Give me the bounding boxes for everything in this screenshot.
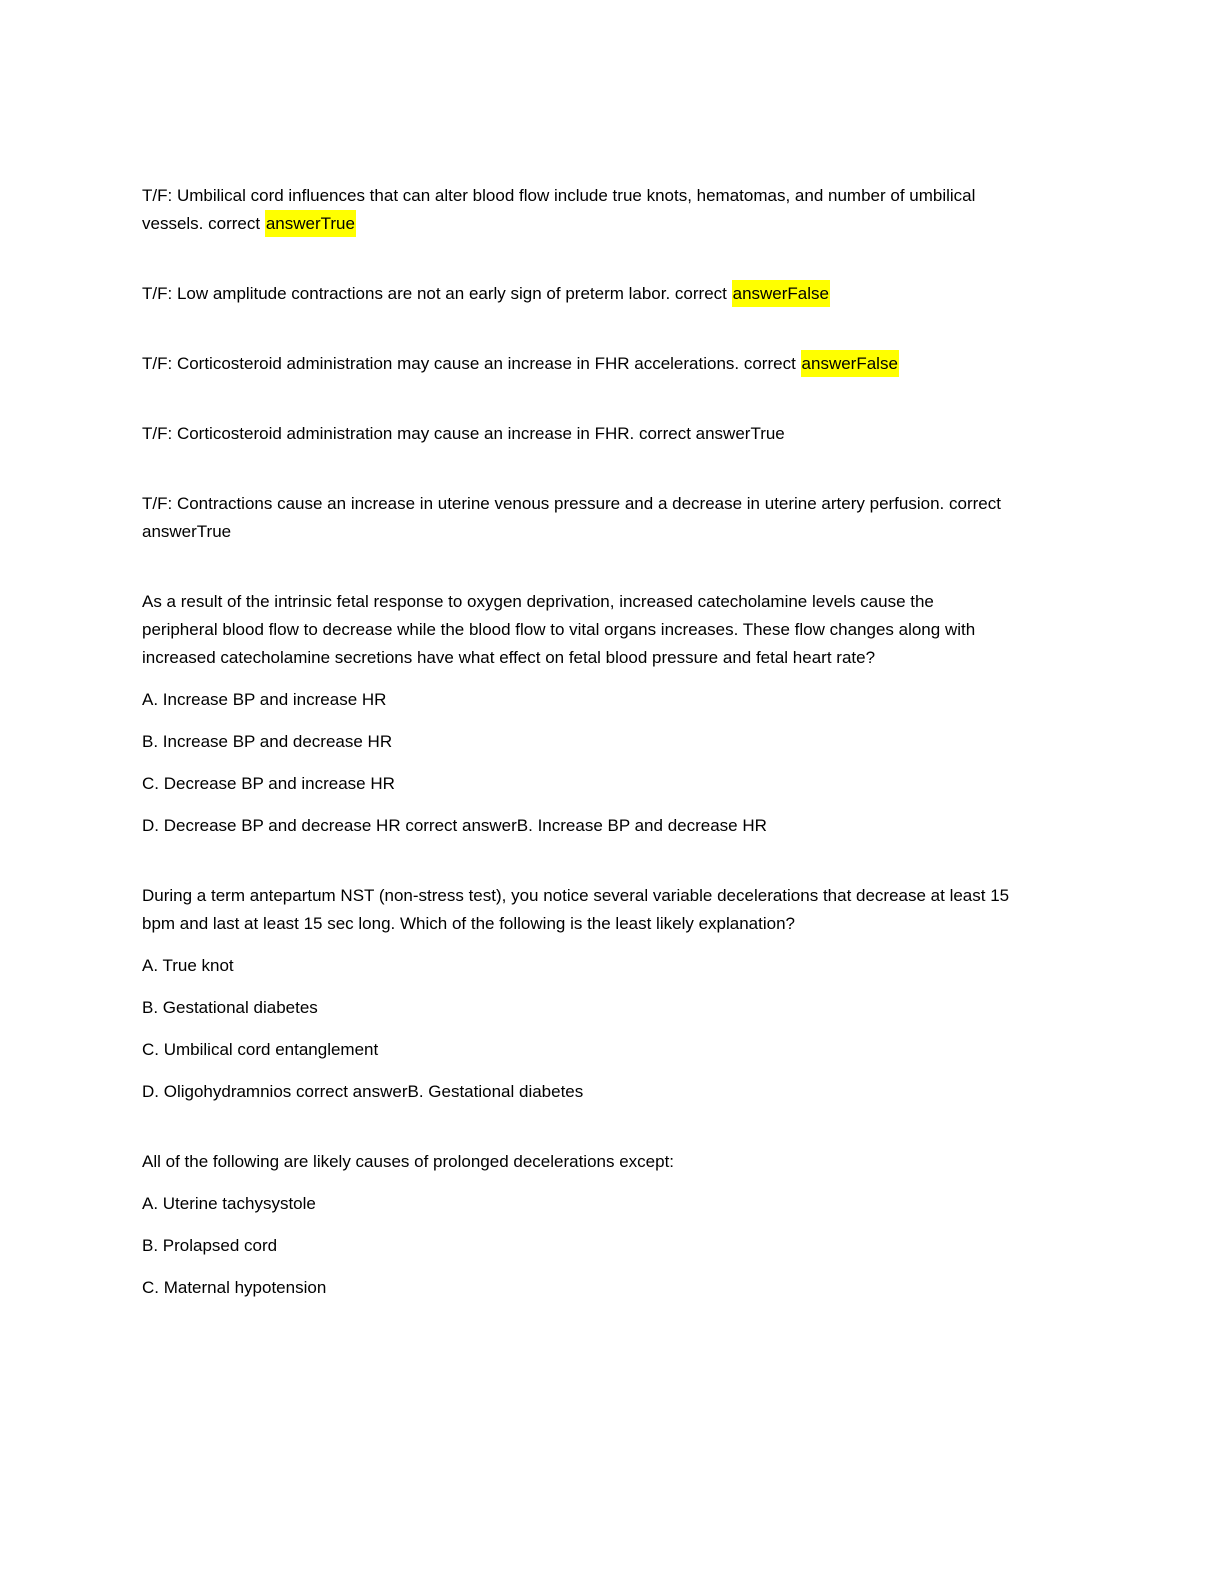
text-line [142,490,1084,518]
answer-option [142,1078,1084,1106]
text-line [142,644,1084,672]
text-line [142,910,1084,938]
text-line [142,1274,1084,1302]
highlighted-answer: answerFalse [801,350,899,377]
answer-option [142,686,1084,714]
true-false-block [142,350,1084,378]
text-segment: increased catecholamine secretions have what effect on fetal blood pressure and fetal heart rate? [142,648,876,667]
text-segment: T/F: Low amplitude contractions are not an early sign of preterm labor. correct [142,284,732,303]
text-line [142,350,1084,378]
text-line [142,1036,1084,1064]
text-segment: peripheral blood flow to decrease while the blood flow to vital organs increases. These flow changes along with [142,620,976,639]
text-line [142,1078,1084,1106]
true-false-block [142,280,1084,308]
answer-option [142,770,1084,798]
answer-option [142,994,1084,1022]
question-text [142,1148,1084,1176]
text-line [142,1190,1084,1218]
question-text [142,420,1084,448]
document-content [142,182,1084,1302]
question-text [142,280,1084,308]
question-text [142,882,1084,938]
text-segment: As a result of the intrinsic fetal response to oxygen deprivation, increased catecholamine levels cause the [142,592,934,611]
text-segment: T/F: Corticosteroid administration may cause an increase in FHR. correct answerTrue [142,424,785,443]
highlighted-answer: answerTrue [265,210,356,237]
text-line [142,280,1084,308]
text-segment: B. Prolapsed cord [142,1236,278,1255]
multiple-choice-block [142,882,1084,1106]
text-segment: During a term antepartum NST (non-stress test), you notice several variable decelerations that decrease at least 15 [142,886,1010,905]
text-segment: T/F: Corticosteroid administration may cause an increase in FHR accelerations. correct [142,354,801,373]
text-line [142,686,1084,714]
question-text [142,350,1084,378]
text-segment: D. Decrease BP and decrease HR correct answerB. Increase BP and decrease HR [142,816,767,835]
text-segment: vessels. correct [142,214,265,233]
answer-option [142,1036,1084,1064]
text-line [142,994,1084,1022]
text-line [142,770,1084,798]
text-line [142,1232,1084,1260]
text-line [142,210,1084,238]
multiple-choice-block [142,1148,1084,1302]
text-segment: All of the following are likely causes of prolonged decelerations except: [142,1152,675,1171]
text-segment: B. Increase BP and decrease HR [142,732,393,751]
text-line [142,812,1084,840]
text-segment: T/F: Umbilical cord influences that can alter blood flow include true knots, hematomas, and number of umbilical [142,186,976,205]
text-line [142,616,1084,644]
question-text [142,490,1084,546]
text-segment: bpm and last at least 15 sec long. Which of the following is the least likely explanation? [142,914,795,933]
answer-option [142,1232,1084,1260]
question-text [142,588,1084,672]
answer-option [142,1274,1084,1302]
text-segment: D. Oligohydramnios correct answerB. Gestational diabetes [142,1082,584,1101]
text-segment: C. Maternal hypotension [142,1278,327,1297]
text-line [142,728,1084,756]
text-segment: A. Increase BP and increase HR [142,690,387,709]
text-line [142,952,1084,980]
answer-option [142,952,1084,980]
text-segment: T/F: Contractions cause an increase in uterine venous pressure and a decrease in uterine artery perfusion. correct [142,494,1001,513]
text-line [142,588,1084,616]
text-segment: A. True knot [142,956,234,975]
true-false-block [142,490,1084,546]
true-false-block [142,182,1084,238]
question-text [142,182,1084,238]
text-segment: C. Umbilical cord entanglement [142,1040,379,1059]
highlighted-answer: answerFalse [732,280,830,307]
text-line [142,420,1084,448]
answer-option [142,812,1084,840]
text-segment: C. Decrease BP and increase HR [142,774,395,793]
text-segment: answerTrue [142,522,232,541]
answer-option [142,1190,1084,1218]
text-segment: A. Uterine tachysystole [142,1194,316,1213]
answer-option [142,728,1084,756]
multiple-choice-block [142,588,1084,840]
text-segment: B. Gestational diabetes [142,998,318,1017]
text-line [142,518,1084,546]
text-line [142,182,1084,210]
true-false-block [142,420,1084,448]
text-line [142,882,1084,910]
text-line [142,1148,1084,1176]
